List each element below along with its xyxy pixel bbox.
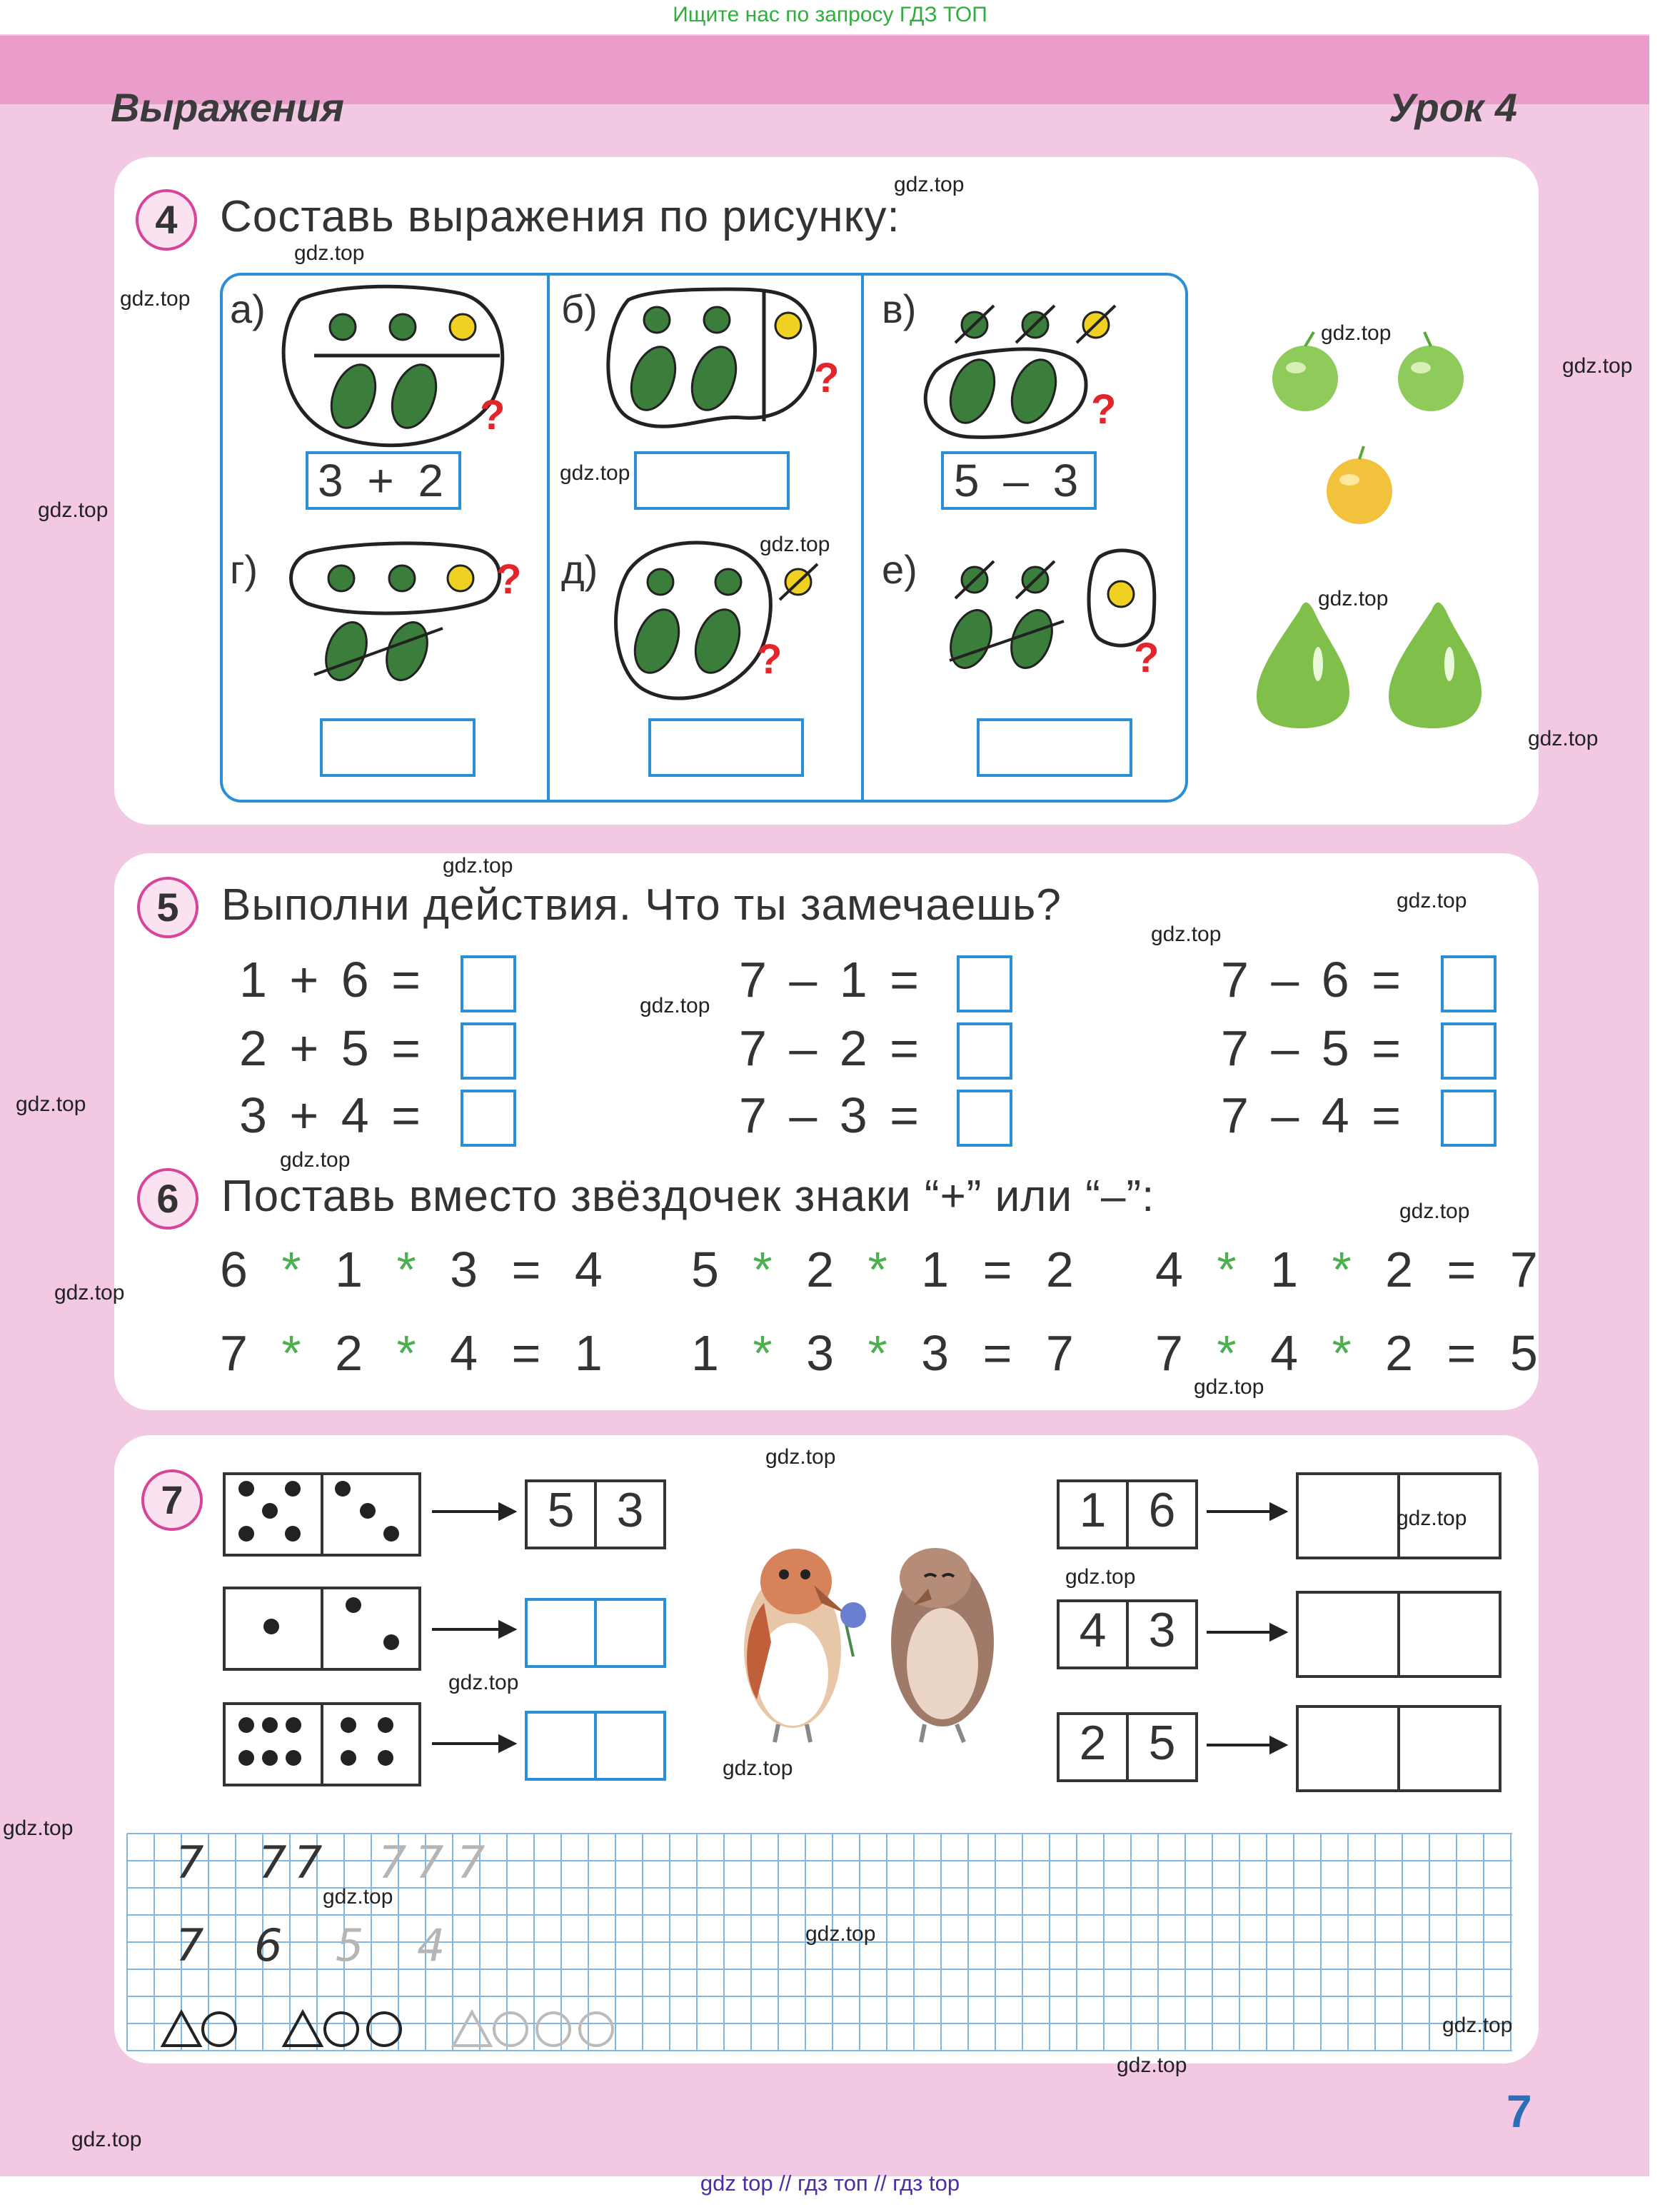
- watermark: gdz.top: [1397, 1507, 1467, 1530]
- watermark: gdz.top: [1318, 587, 1389, 610]
- watermark: gdz.top: [443, 854, 513, 878]
- operand: 1: [574, 1325, 613, 1381]
- operand: 4: [1270, 1325, 1309, 1381]
- watermark: gdz.top: [54, 1281, 125, 1304]
- watermark: gdz.top: [280, 1148, 351, 1172]
- operand: 2: [1385, 1242, 1424, 1297]
- label-e: е): [882, 547, 917, 592]
- expr-1-2: 2 + 5 =: [239, 1020, 425, 1076]
- watermark: gdz.top: [323, 1885, 393, 1909]
- watermark: gdz.top: [71, 2128, 142, 2151]
- operand: 7: [1045, 1325, 1084, 1381]
- question-mark-g: ?: [496, 556, 522, 603]
- watermark: gdz.top: [1065, 1565, 1136, 1589]
- top-banner[interactable]: Ищите нас по запросу ГДЗ ТОП: [673, 3, 987, 26]
- star-sign[interactable]: *: [728, 1242, 807, 1297]
- expr-1-1: 1 + 6 =: [239, 952, 425, 1007]
- pair-16-right: 6: [1148, 1483, 1176, 1537]
- task4-text: Составь выражения по рисунку:: [220, 192, 900, 241]
- watermark: gdz.top: [894, 173, 965, 196]
- watermark: gdz.top: [1528, 727, 1599, 750]
- operand: 1: [921, 1242, 960, 1297]
- watermark: gdz.top: [120, 287, 191, 311]
- copy-digit: 5: [336, 1919, 364, 1971]
- expr-3-2: 7 – 5 =: [1221, 1020, 1406, 1076]
- operand: 4: [450, 1325, 488, 1381]
- operand: 2: [1385, 1325, 1424, 1381]
- pair-43-left: 4: [1060, 1602, 1129, 1666]
- pair-25-right: 5: [1148, 1716, 1176, 1770]
- operand: 7: [220, 1325, 258, 1381]
- copy-digit: 7: [378, 1836, 407, 1889]
- copy-digit: 7: [416, 1836, 444, 1889]
- watermark: gdz.top: [1442, 2014, 1513, 2037]
- operand: 1: [1270, 1242, 1309, 1297]
- watermark: gdz.top: [1321, 321, 1392, 345]
- operand: 5: [1509, 1325, 1548, 1381]
- task6-text: Поставь вместо звёздочек знаки “+” или “–”:: [221, 1172, 1155, 1221]
- expr-3-3: 7 – 4 =: [1221, 1087, 1406, 1143]
- pair-43-right: 3: [1148, 1603, 1176, 1657]
- star-sign[interactable]: *: [257, 1325, 336, 1381]
- operand: 3: [450, 1242, 488, 1297]
- task6-number: 6: [137, 1168, 198, 1230]
- pair-16-left: 1: [1060, 1482, 1129, 1547]
- label-b: б): [561, 286, 598, 331]
- label-a: а): [230, 286, 266, 331]
- question-mark-b: ?: [814, 355, 840, 401]
- operand: 2: [806, 1242, 845, 1297]
- watermark: gdz.top: [1194, 1375, 1264, 1399]
- watermark: gdz.top: [760, 533, 830, 556]
- operand: 6: [220, 1242, 258, 1297]
- operand: 7: [1155, 1325, 1193, 1381]
- pair-53-right: 3: [616, 1483, 644, 1537]
- equals-sign: =: [959, 1325, 1046, 1381]
- expr-3-1: 7 – 6 =: [1221, 952, 1406, 1007]
- task4-number: 4: [136, 189, 197, 251]
- star-sign[interactable]: *: [373, 1242, 451, 1297]
- task5-text: Выполни действия. Что ты замечаешь?: [221, 880, 1062, 930]
- star-sign[interactable]: *: [728, 1325, 807, 1381]
- equals-sign: =: [1423, 1242, 1510, 1297]
- watermark: gdz.top: [765, 1445, 836, 1469]
- star-sign[interactable]: *: [1308, 1325, 1386, 1381]
- label-v: в): [882, 286, 917, 331]
- answer-v: 5 – 3: [953, 455, 1085, 506]
- operand: 4: [1155, 1242, 1193, 1297]
- watermark: gdz.top: [3, 1816, 74, 1840]
- label-d: д): [561, 547, 598, 592]
- star-sign[interactable]: *: [257, 1242, 336, 1297]
- star-sign[interactable]: *: [373, 1325, 451, 1381]
- copy-digit: 4: [417, 1919, 446, 1971]
- question-mark-d: ?: [757, 636, 783, 683]
- question-mark-v: ?: [1091, 386, 1117, 433]
- lesson-title: Урок 4: [1389, 85, 1518, 130]
- pair-25-left: 2: [1060, 1715, 1129, 1779]
- expr-2-1: 7 – 1 =: [739, 952, 924, 1007]
- expr-1-3: 3 + 4 =: [239, 1087, 425, 1143]
- question-mark-e: ?: [1134, 635, 1160, 681]
- star-sign[interactable]: *: [1192, 1242, 1271, 1297]
- equals-sign: =: [488, 1325, 575, 1381]
- operand: 3: [921, 1325, 960, 1381]
- watermark: gdz.top: [640, 994, 710, 1017]
- copy-digit: 7: [258, 1836, 287, 1889]
- watermark: gdz.top: [16, 1092, 86, 1116]
- watermark: gdz.top: [294, 241, 365, 265]
- task5-number: 5: [137, 877, 198, 938]
- copy-digit: 7: [457, 1836, 486, 1889]
- answer-a: 3 + 2: [317, 455, 450, 506]
- operand: 3: [806, 1325, 845, 1381]
- star-sign[interactable]: *: [1308, 1242, 1386, 1297]
- watermark: gdz.top: [560, 461, 630, 485]
- topic-title: Выражения: [111, 85, 345, 130]
- pair-53-left: 5: [528, 1482, 597, 1547]
- star-sign[interactable]: *: [844, 1325, 922, 1381]
- page-number: 7: [1506, 2086, 1532, 2137]
- watermark: gdz.top: [723, 1756, 793, 1780]
- watermark: gdz.top: [448, 1671, 519, 1694]
- operand: 2: [335, 1325, 373, 1381]
- operand: 1: [335, 1242, 373, 1297]
- watermark: gdz.top: [1151, 922, 1222, 946]
- operand: 7: [1509, 1242, 1548, 1297]
- watermark: gdz.top: [38, 498, 109, 522]
- copy-digit: 6: [254, 1919, 283, 1971]
- equals-sign: =: [488, 1242, 575, 1297]
- copy-digit: 7: [176, 1836, 204, 1889]
- operand: 2: [1045, 1242, 1084, 1297]
- expr-2-2: 7 – 2 =: [739, 1020, 924, 1076]
- copy-digit: 7: [294, 1836, 323, 1889]
- copy-digit: 7: [176, 1919, 204, 1971]
- task7-number: 7: [141, 1469, 203, 1531]
- watermark: gdz.top: [805, 1922, 876, 1946]
- operand: 4: [574, 1242, 613, 1297]
- star-sign[interactable]: *: [1192, 1325, 1271, 1381]
- equals-sign: =: [1423, 1325, 1510, 1381]
- label-g: г): [230, 547, 258, 592]
- expr-2-3: 7 – 3 =: [739, 1087, 924, 1143]
- question-mark-a: ?: [480, 392, 505, 438]
- watermark: gdz.top: [1397, 889, 1467, 913]
- equals-sign: =: [959, 1242, 1046, 1297]
- operand: 1: [691, 1325, 729, 1381]
- watermark: gdz.top: [1117, 2053, 1187, 2077]
- star-sign[interactable]: *: [844, 1242, 922, 1297]
- watermark: gdz.top: [1399, 1200, 1470, 1223]
- watermark: gdz.top: [1562, 354, 1633, 378]
- operand: 5: [691, 1242, 729, 1297]
- bottom-banner[interactable]: gdz top // гдз топ // гдз top: [700, 2171, 960, 2196]
